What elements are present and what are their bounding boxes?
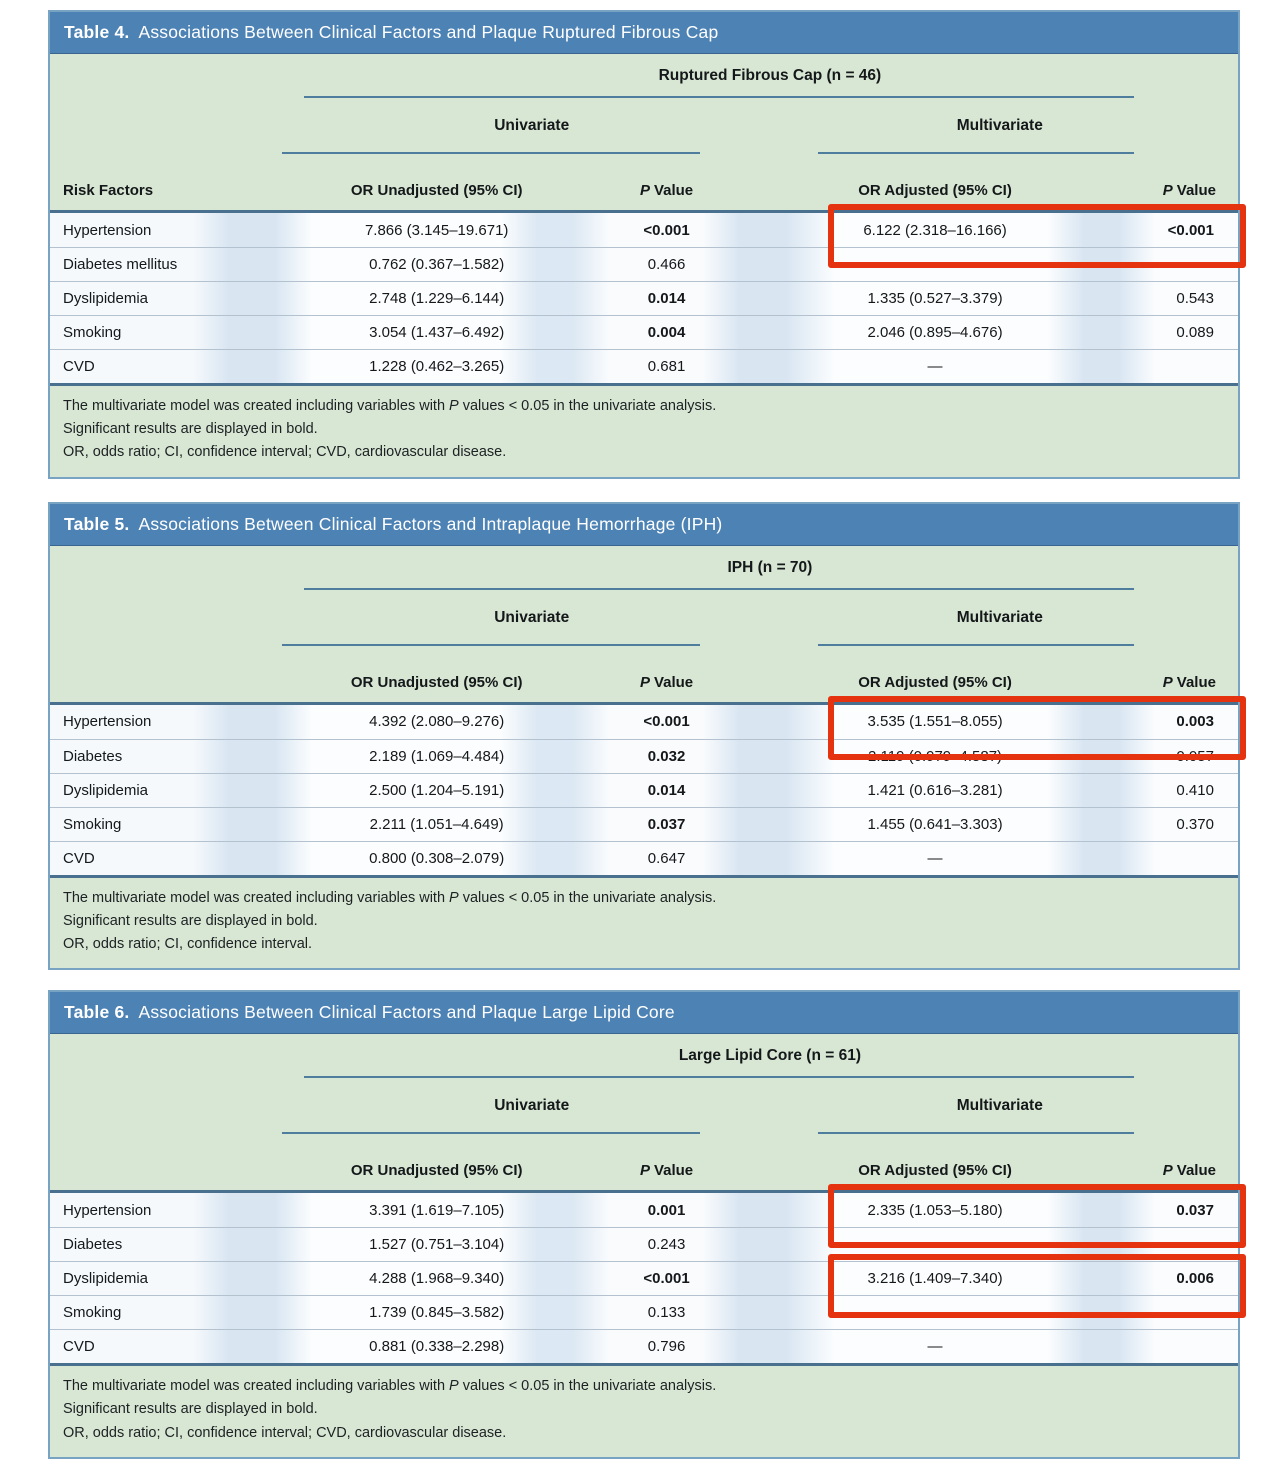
col-header-or-adjusted: OR Adjusted (95% CI) (858, 673, 1012, 691)
spacer-cell (50, 1078, 302, 1134)
table-5-title-bar (50, 504, 1238, 546)
multivariate-label: Multivariate (956, 117, 1043, 134)
or-unadjusted-cell: 0.881 (0.338–2.298) (369, 1338, 505, 1356)
table-row (50, 705, 1238, 739)
risk-factor-cell: CVD (63, 849, 95, 867)
table-4-title-bar (50, 12, 1238, 54)
or-adjusted-cell: — (927, 1338, 943, 1356)
p-value-cell: 0.006 (1176, 1270, 1214, 1288)
p-value-cell: 0.037 (1176, 1201, 1214, 1219)
table-5 (48, 502, 1240, 971)
p-value-cell: 0.057 (1176, 747, 1214, 765)
p-value-cell: <0.001 (1167, 221, 1214, 239)
table-6-body (50, 1190, 1238, 1366)
p-rest: Value (1176, 182, 1216, 199)
table-5-title: Associations Between Clinical Factors and Intraplaque Hemorrhage (IPH) (138, 513, 723, 534)
table-5-header (50, 546, 1238, 702)
table-row (50, 281, 1238, 315)
multivariate-header (762, 1078, 1238, 1134)
col-header-risk-factors (50, 646, 302, 702)
p-value-cell: 0.466 (647, 256, 686, 273)
p-rest: Value (653, 1162, 694, 1180)
p-value-cell: 0.647 (647, 849, 686, 867)
multivariate-label: Multivariate (956, 608, 1043, 626)
table-5-footnote (50, 878, 1238, 969)
or-unadjusted-cell: 1.228 (0.462–3.265) (369, 358, 505, 375)
p-italic: P (1162, 1162, 1173, 1180)
table-4-number: Table 4. (64, 22, 130, 42)
group-header (302, 54, 1238, 98)
risk-factor-cell: Smoking (63, 1304, 122, 1322)
p-italic: P (1162, 182, 1173, 199)
or-unadjusted-cell: 1.527 (0.751–3.104) (369, 1236, 505, 1254)
p-italic: P (639, 1162, 650, 1180)
table-row (50, 1193, 1238, 1227)
p-value-cell: <0.001 (643, 221, 690, 239)
p-value-cell: 0.243 (647, 1236, 686, 1254)
risk-factor-cell: Hypertension (63, 1201, 152, 1219)
col-header-p-value (1108, 154, 1237, 210)
table-4-footnote (50, 386, 1238, 477)
col-header-p-value (1108, 1134, 1237, 1190)
table-6-header (50, 1034, 1238, 1190)
p-rest: Value (653, 673, 694, 691)
univariate-label: Univariate (494, 117, 570, 134)
p-value-cell: 0.032 (647, 747, 686, 765)
or-unadjusted-cell: 3.054 (1.437–6.492) (369, 324, 505, 341)
table-row (50, 1261, 1238, 1295)
risk-factor-cell: Diabetes (63, 1236, 123, 1254)
univariate-header (302, 590, 762, 646)
risk-factor-cell: Smoking (63, 815, 122, 833)
spacer-cell (50, 590, 302, 646)
p-value-cell: 0.410 (1176, 781, 1214, 799)
or-adjusted-cell: 1.335 (0.527–3.379) (867, 290, 1003, 307)
risk-factor-cell: Diabetes mellitus (63, 256, 178, 273)
or-adjusted-cell: 2.119 (0.979–4.587) (868, 747, 1003, 765)
footnote-line: Significant results are displayed in bold. (63, 1401, 318, 1418)
univariate-label: Univariate (494, 1097, 570, 1115)
table-row (50, 841, 1238, 875)
p-rest: Value (653, 182, 694, 199)
risk-factor-cell: Hypertension (63, 221, 152, 239)
footnote-line: OR, odds ratio; CI, confidence interval; CVD, cardiovascular disease. (63, 444, 507, 461)
p-italic: P (1162, 673, 1173, 691)
or-unadjusted-cell: 2.748 (1.229–6.144) (369, 290, 505, 307)
p-value-cell: 0.003 (1176, 713, 1214, 731)
risk-factor-cell: Smoking (63, 324, 122, 341)
table-6-title-bar (50, 992, 1238, 1034)
p-italic: P (639, 182, 650, 199)
risk-factor-cell: Dyslipidemia (63, 781, 149, 799)
col-header-p-value (572, 646, 762, 702)
table-row (50, 1329, 1238, 1363)
table-row (50, 1295, 1238, 1329)
risk-factor-cell: Hypertension (63, 713, 152, 731)
footnote-line: The multivariate model was created including variables with P values < 0.05 in the univariate analysis. (63, 889, 717, 906)
or-adjusted-cell: 3.216 (1.409–7.340) (867, 1270, 1003, 1288)
col-header-or-adjusted: OR Adjusted (95% CI) (858, 1162, 1012, 1180)
table-row (50, 773, 1238, 807)
col-header-p-value (572, 154, 762, 210)
multivariate-header (762, 98, 1238, 154)
p-value-cell: 0.089 (1176, 324, 1214, 341)
group-header-label: Ruptured Fibrous Cap (n = 46) (658, 67, 882, 84)
p-value-cell: 0.014 (647, 290, 686, 307)
col-header-or-unadjusted: OR Unadjusted (95% CI) (350, 673, 523, 691)
p-value-cell: <0.001 (643, 713, 690, 731)
p-value-cell: <0.001 (643, 1270, 690, 1288)
or-unadjusted-cell: 3.391 (1.619–7.105) (369, 1201, 505, 1219)
risk-factor-cell: Dyslipidemia (63, 290, 149, 307)
or-adjusted-cell: — (927, 358, 943, 375)
univariate-header (302, 98, 762, 154)
or-adjusted-cell: - (932, 1236, 938, 1254)
col-header-risk-factors (50, 1134, 302, 1190)
group-header-label: Large Lipid Core (n = 61) (678, 1047, 861, 1065)
table-4-title: Associations Between Clinical Factors and Plaque Ruptured Fibrous Cap (138, 22, 719, 42)
table-6-footnote (50, 1366, 1238, 1457)
table-row (50, 213, 1238, 247)
p-value-cell: 0.681 (647, 358, 686, 375)
univariate-label: Univariate (494, 608, 570, 626)
spacer-cell (50, 1034, 302, 1078)
p-rest: Value (1176, 673, 1216, 691)
footnote-line: Significant results are displayed in bold. (63, 912, 318, 929)
or-adjusted-cell: — (927, 256, 943, 273)
spacer-cell (50, 54, 302, 98)
group-header (302, 546, 1238, 590)
or-adjusted-cell: 2.046 (0.895–4.676) (867, 324, 1003, 341)
p-value-cell: 0.543 (1176, 290, 1214, 307)
col-header-p-value (1108, 646, 1237, 702)
table-6-number: Table 6. (64, 1002, 130, 1023)
col-header-or-unadjusted: OR Unadjusted (95% CI) (350, 1162, 523, 1180)
col-header-p-value (572, 1134, 762, 1190)
table-row (50, 807, 1238, 841)
p-value-cell: 0.133 (647, 1304, 686, 1322)
table-row (50, 247, 1238, 281)
or-adjusted-cell: 1.455 (0.641–3.303) (867, 815, 1003, 833)
or-unadjusted-cell: 7.866 (3.145–19.671) (364, 221, 509, 239)
table-6 (48, 990, 1240, 1459)
or-unadjusted-cell: 2.211 (1.051–4.649) (369, 815, 504, 833)
risk-factor-cell: Diabetes (63, 747, 123, 765)
multivariate-label: Multivariate (956, 1097, 1043, 1115)
col-header-or-unadjusted: OR Unadjusted (95% CI) (350, 182, 523, 199)
spacer-cell (50, 98, 302, 154)
table-4-body (50, 210, 1238, 386)
group-header (302, 1034, 1238, 1078)
table-row (50, 739, 1238, 773)
p-value-cell: 0.796 (647, 1338, 686, 1356)
or-adjusted-cell: 6.122 (2.318–16.166) (863, 221, 1007, 239)
p-value-cell: 0.014 (647, 781, 686, 799)
or-unadjusted-cell: 2.500 (1.204–5.191) (369, 781, 505, 799)
or-unadjusted-cell: 0.800 (0.308–2.079) (369, 849, 505, 867)
or-unadjusted-cell: 4.288 (1.968–9.340) (369, 1270, 505, 1288)
p-italic: P (639, 673, 650, 691)
table-4-header (50, 54, 1238, 210)
table-row (50, 1227, 1238, 1261)
multivariate-header (762, 590, 1238, 646)
table-6-title: Associations Between Clinical Factors and Plaque Large Lipid Core (138, 1002, 675, 1023)
or-adjusted-cell: 1.421 (0.616–3.281) (867, 781, 1003, 799)
footnote-line: OR, odds ratio; CI, confidence interval. (63, 935, 313, 952)
or-unadjusted-cell: 1.739 (0.845–3.582) (369, 1304, 505, 1322)
p-value-cell: 0.001 (647, 1201, 686, 1219)
risk-factor-cell: CVD (63, 358, 95, 375)
group-header-label: IPH (n = 70) (727, 558, 813, 576)
spacer-cell (50, 546, 302, 590)
or-unadjusted-cell: 0.762 (0.367–1.582) (369, 256, 505, 273)
or-unadjusted-cell: 4.392 (2.080–9.276) (369, 713, 505, 731)
table-row (50, 349, 1238, 383)
table-5-body (50, 702, 1238, 878)
footnote-line: The multivariate model was created including variables with P values < 0.05 in the univariate analysis. (63, 1378, 717, 1395)
univariate-header (302, 1078, 762, 1134)
col-header-or-adjusted: OR Adjusted (95% CI) (858, 182, 1012, 199)
risk-factor-cell: CVD (63, 1338, 95, 1356)
table-4 (48, 10, 1240, 479)
footnote-line: The multivariate model was created including variables with P values < 0.05 in the univariate analysis. (63, 398, 717, 414)
col-header-risk-factors: Risk Factors (63, 182, 154, 199)
risk-factor-cell: Dyslipidemia (63, 1270, 149, 1288)
or-unadjusted-cell: 2.189 (1.069–4.484) (369, 747, 505, 765)
or-adjusted-cell: — (927, 849, 943, 867)
p-value-cell: 0.370 (1176, 815, 1214, 833)
table-5-number: Table 5. (64, 513, 130, 534)
or-adjusted-cell: — (927, 1304, 943, 1322)
p-rest: Value (1176, 1162, 1216, 1180)
footnote-line: Significant results are displayed in bold. (63, 421, 318, 438)
p-value-cell: 0.037 (647, 815, 686, 833)
or-adjusted-cell: 2.335 (1.053–5.180) (867, 1201, 1003, 1219)
or-adjusted-cell: 3.535 (1.551–8.055) (867, 713, 1003, 731)
footnote-line: OR, odds ratio; CI, confidence interval; CVD, cardiovascular disease. (63, 1424, 507, 1441)
table-row (50, 315, 1238, 349)
p-value-cell: 0.004 (647, 324, 686, 341)
